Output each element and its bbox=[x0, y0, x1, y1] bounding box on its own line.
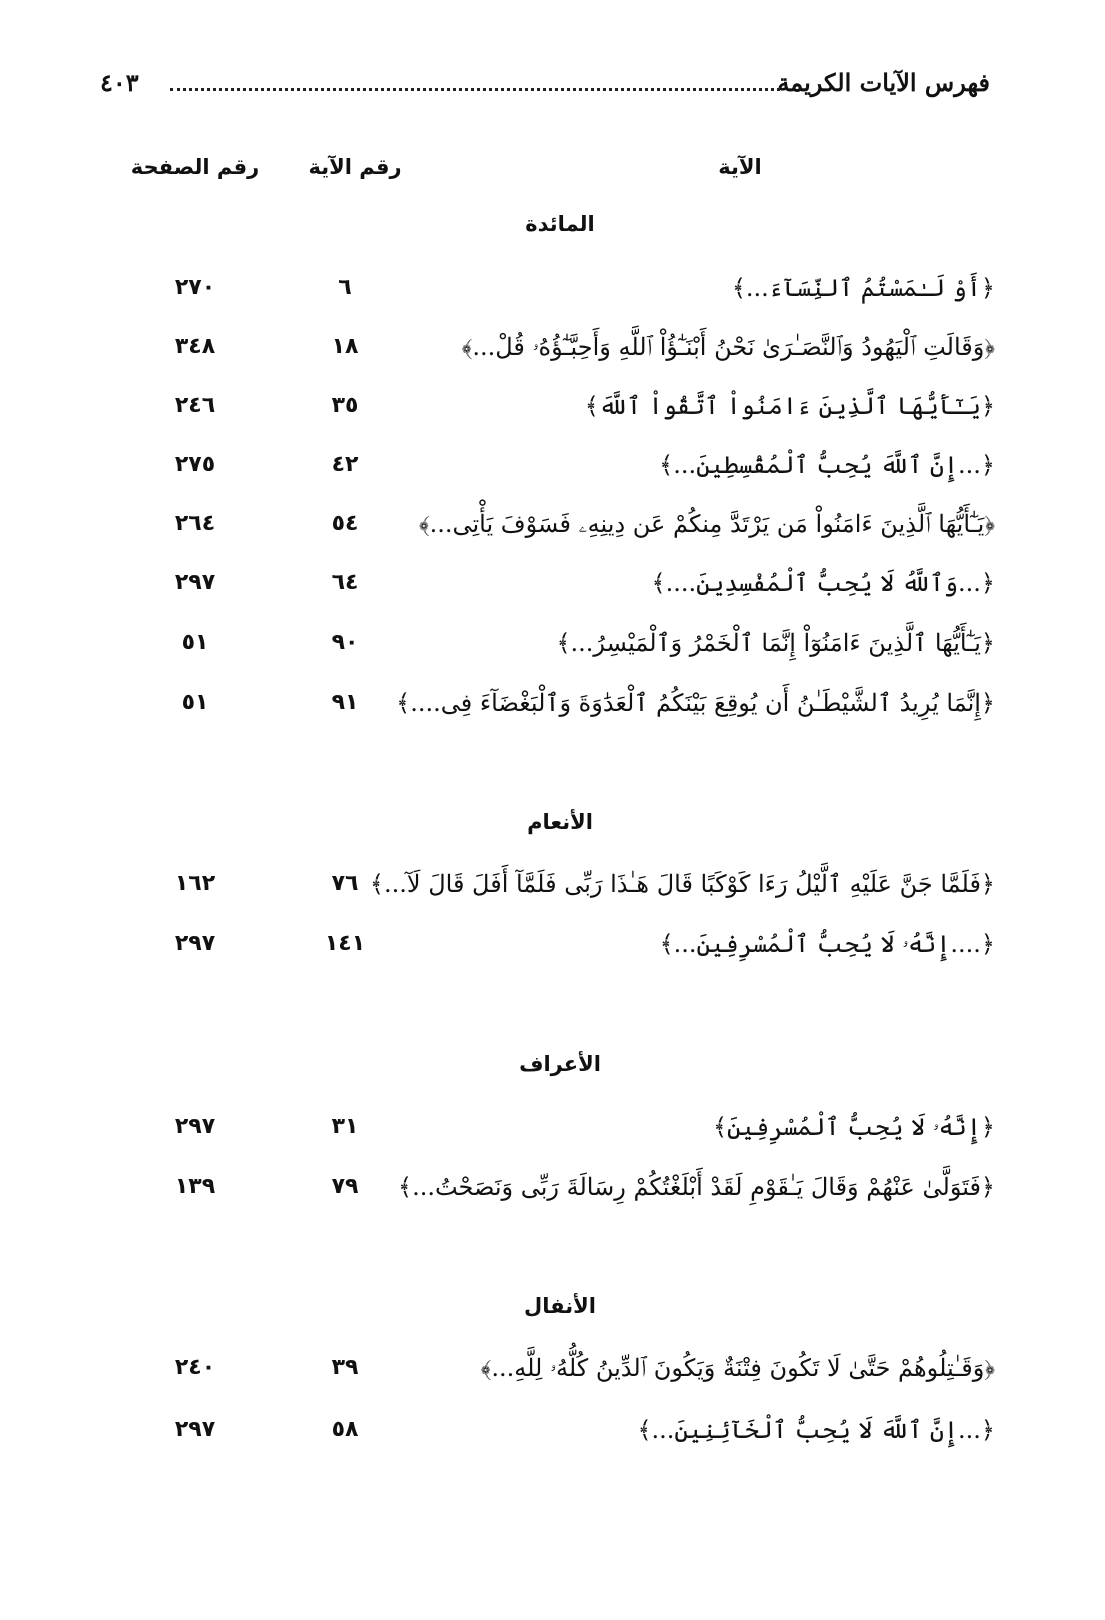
verse-number: ٩٠ bbox=[331, 630, 359, 655]
verse-number: ٧٩ bbox=[331, 1174, 359, 1199]
page-reference: ٢٤٠ bbox=[174, 1355, 216, 1380]
page-reference: ٥١ bbox=[181, 630, 209, 655]
verse-text: ﴿أَوْ لَـٰمَسْتُمُ ٱلنِّسَآءَ...﴾ bbox=[731, 274, 995, 302]
page-reference: ١٣٩ bbox=[174, 1174, 216, 1199]
index-row bbox=[0, 386, 1105, 430]
verse-text: ﴿وَقَـٰتِلُوهُمْ حَتَّىٰ لَا تَكُونَ فِتْنَةٌ وَيَكُونَ ٱلدِّينُ كُلُّهُۥ لِلَّهِ...﴾ bbox=[480, 1354, 995, 1382]
index-row bbox=[0, 924, 1105, 968]
page-reference: ٢٦٤ bbox=[174, 511, 216, 536]
verse-text: ﴿....إِنَّهُۥ لَا يُحِبُّ ٱلْمُسْرِفِينَ...﴾ bbox=[659, 930, 995, 958]
verse-text: ﴿...إِنَّ ٱللَّهَ لَا يُحِبُّ ٱلْخَآئِنِينَ...﴾ bbox=[637, 1416, 995, 1444]
verse-number: ٤٢ bbox=[331, 452, 359, 477]
verse-text: ﴿إِنَّهُۥ لَا يُحِبُّ ٱلْمُسْرِفِينَ﴾ bbox=[712, 1113, 995, 1141]
page-reference: ٢٧٥ bbox=[174, 452, 216, 477]
verse-text: ﴿يَـٰٓأَيُّهَا ٱلَّذِينَ ءَامَنُواْ مَن يَرْتَدَّ مِنكُمْ عَن دِينِهِۦ فَسَوْفَ يَأْتِى...﴾ bbox=[418, 510, 995, 538]
index-row bbox=[0, 1107, 1105, 1151]
index-row bbox=[0, 327, 1105, 371]
verse-number: ١٤١ bbox=[324, 931, 366, 956]
page-reference: ٢٩٧ bbox=[174, 1417, 216, 1442]
index-row bbox=[0, 268, 1105, 312]
page-reference: ٢٤٦ bbox=[174, 393, 216, 418]
page-reference: ٥١ bbox=[181, 690, 209, 715]
section-title: المائدة bbox=[525, 212, 595, 236]
verse-text: ﴿...إِنَّ ٱللَّهَ يُحِبُّ ٱلْمُقْسِطِينَ...﴾ bbox=[659, 451, 995, 479]
page-reference: ٢٩٧ bbox=[174, 931, 216, 956]
verse-number: ٣٩ bbox=[331, 1355, 359, 1380]
verse-number: ٦٤ bbox=[331, 570, 359, 595]
page-reference: ١٦٢ bbox=[174, 871, 216, 896]
verse-number: ٩١ bbox=[331, 690, 359, 715]
verse-number: ٣٥ bbox=[331, 393, 359, 418]
page-reference: ٢٩٧ bbox=[174, 1114, 216, 1139]
column-heading-verse-number: رقم الآية bbox=[308, 155, 402, 179]
verse-text: ﴿فَلَمَّا جَنَّ عَلَيْهِ ٱلَّيْلُ رَءَا كَوْكَبًا قَالَ هَـٰذَا رَبِّى فَلَمَّآ أَفَلَ قَالَ لَآ...﴾ bbox=[369, 870, 995, 898]
section-title: الأنعام bbox=[527, 810, 593, 834]
verse-number: ١٨ bbox=[331, 334, 359, 359]
verse-number: ٣١ bbox=[331, 1114, 359, 1139]
index-row bbox=[0, 1167, 1105, 1211]
page-number: ٤٠٣ bbox=[100, 68, 139, 97]
index-row bbox=[0, 504, 1105, 548]
section-title: الأعراف bbox=[519, 1052, 601, 1076]
section-title: الأنفال bbox=[524, 1294, 596, 1318]
verse-text: ﴿إِنَّمَا يُرِيدُ ٱلشَّيْطَـٰنُ أَن يُوقِعَ بَيْنَكُمُ ٱلْعَدَٰوَةَ وَٱلْبَغْضَآءَ فِى....﴾ bbox=[396, 689, 995, 717]
page-reference: ٢٩٧ bbox=[174, 570, 216, 595]
verse-number: ٥٨ bbox=[331, 1417, 359, 1442]
index-row bbox=[0, 563, 1105, 607]
verse-number: ٦ bbox=[338, 275, 352, 300]
page-reference: ٣٤٨ bbox=[174, 334, 216, 359]
index-row bbox=[0, 1410, 1105, 1454]
verse-text: ﴿فَتَوَلَّىٰ عَنْهُمْ وَقَالَ يَـٰقَوْمِ لَقَدْ أَبْلَغْتُكُمْ رِسَالَةَ رَبِّى وَنَصَحْتُ...﴾ bbox=[398, 1173, 995, 1201]
index-row bbox=[0, 623, 1105, 667]
index-row bbox=[0, 864, 1105, 908]
page-reference: ٢٧٠ bbox=[174, 275, 216, 300]
index-row bbox=[0, 445, 1105, 489]
verse-number: ٥٤ bbox=[331, 511, 359, 536]
column-heading-page-number: رقم الصفحة bbox=[130, 155, 260, 179]
verse-text: ﴿...وَٱللَّهُ لَا يُحِبُّ ٱلْمُفْسِدِينَ....﴾ bbox=[651, 569, 995, 597]
running-title: فهرس الآيات الكريمة bbox=[777, 68, 990, 97]
verse-number: ٧٦ bbox=[331, 871, 359, 896]
index-row bbox=[0, 683, 1105, 727]
verse-text: ﴿وَقَالَتِ ٱلْيَهُودُ وَٱلنَّصَـٰرَىٰ نَحْنُ أَبْنَـٰٓؤُاْ ٱللَّهِ وَأَحِبَّـٰٓؤُهُۥ قُلْ...﴾ bbox=[461, 333, 995, 361]
column-heading-verse: الآية bbox=[718, 155, 762, 179]
verse-text: ﴿يَـٰٓأَيُّهَا ٱلَّذِينَ ءَامَنُواْ ٱتَّقُواْ ٱللَّهَ﴾ bbox=[584, 392, 995, 420]
dotted-leader bbox=[170, 88, 780, 91]
running-header bbox=[100, 68, 990, 108]
index-row bbox=[0, 1348, 1105, 1392]
verse-text: ﴿يَـٰٓأَيُّهَا ٱلَّذِينَ ءَامَنُوٓاْ إِنَّمَا ٱلْخَمْرُ وَٱلْمَيْسِرُ...﴾ bbox=[556, 629, 995, 657]
